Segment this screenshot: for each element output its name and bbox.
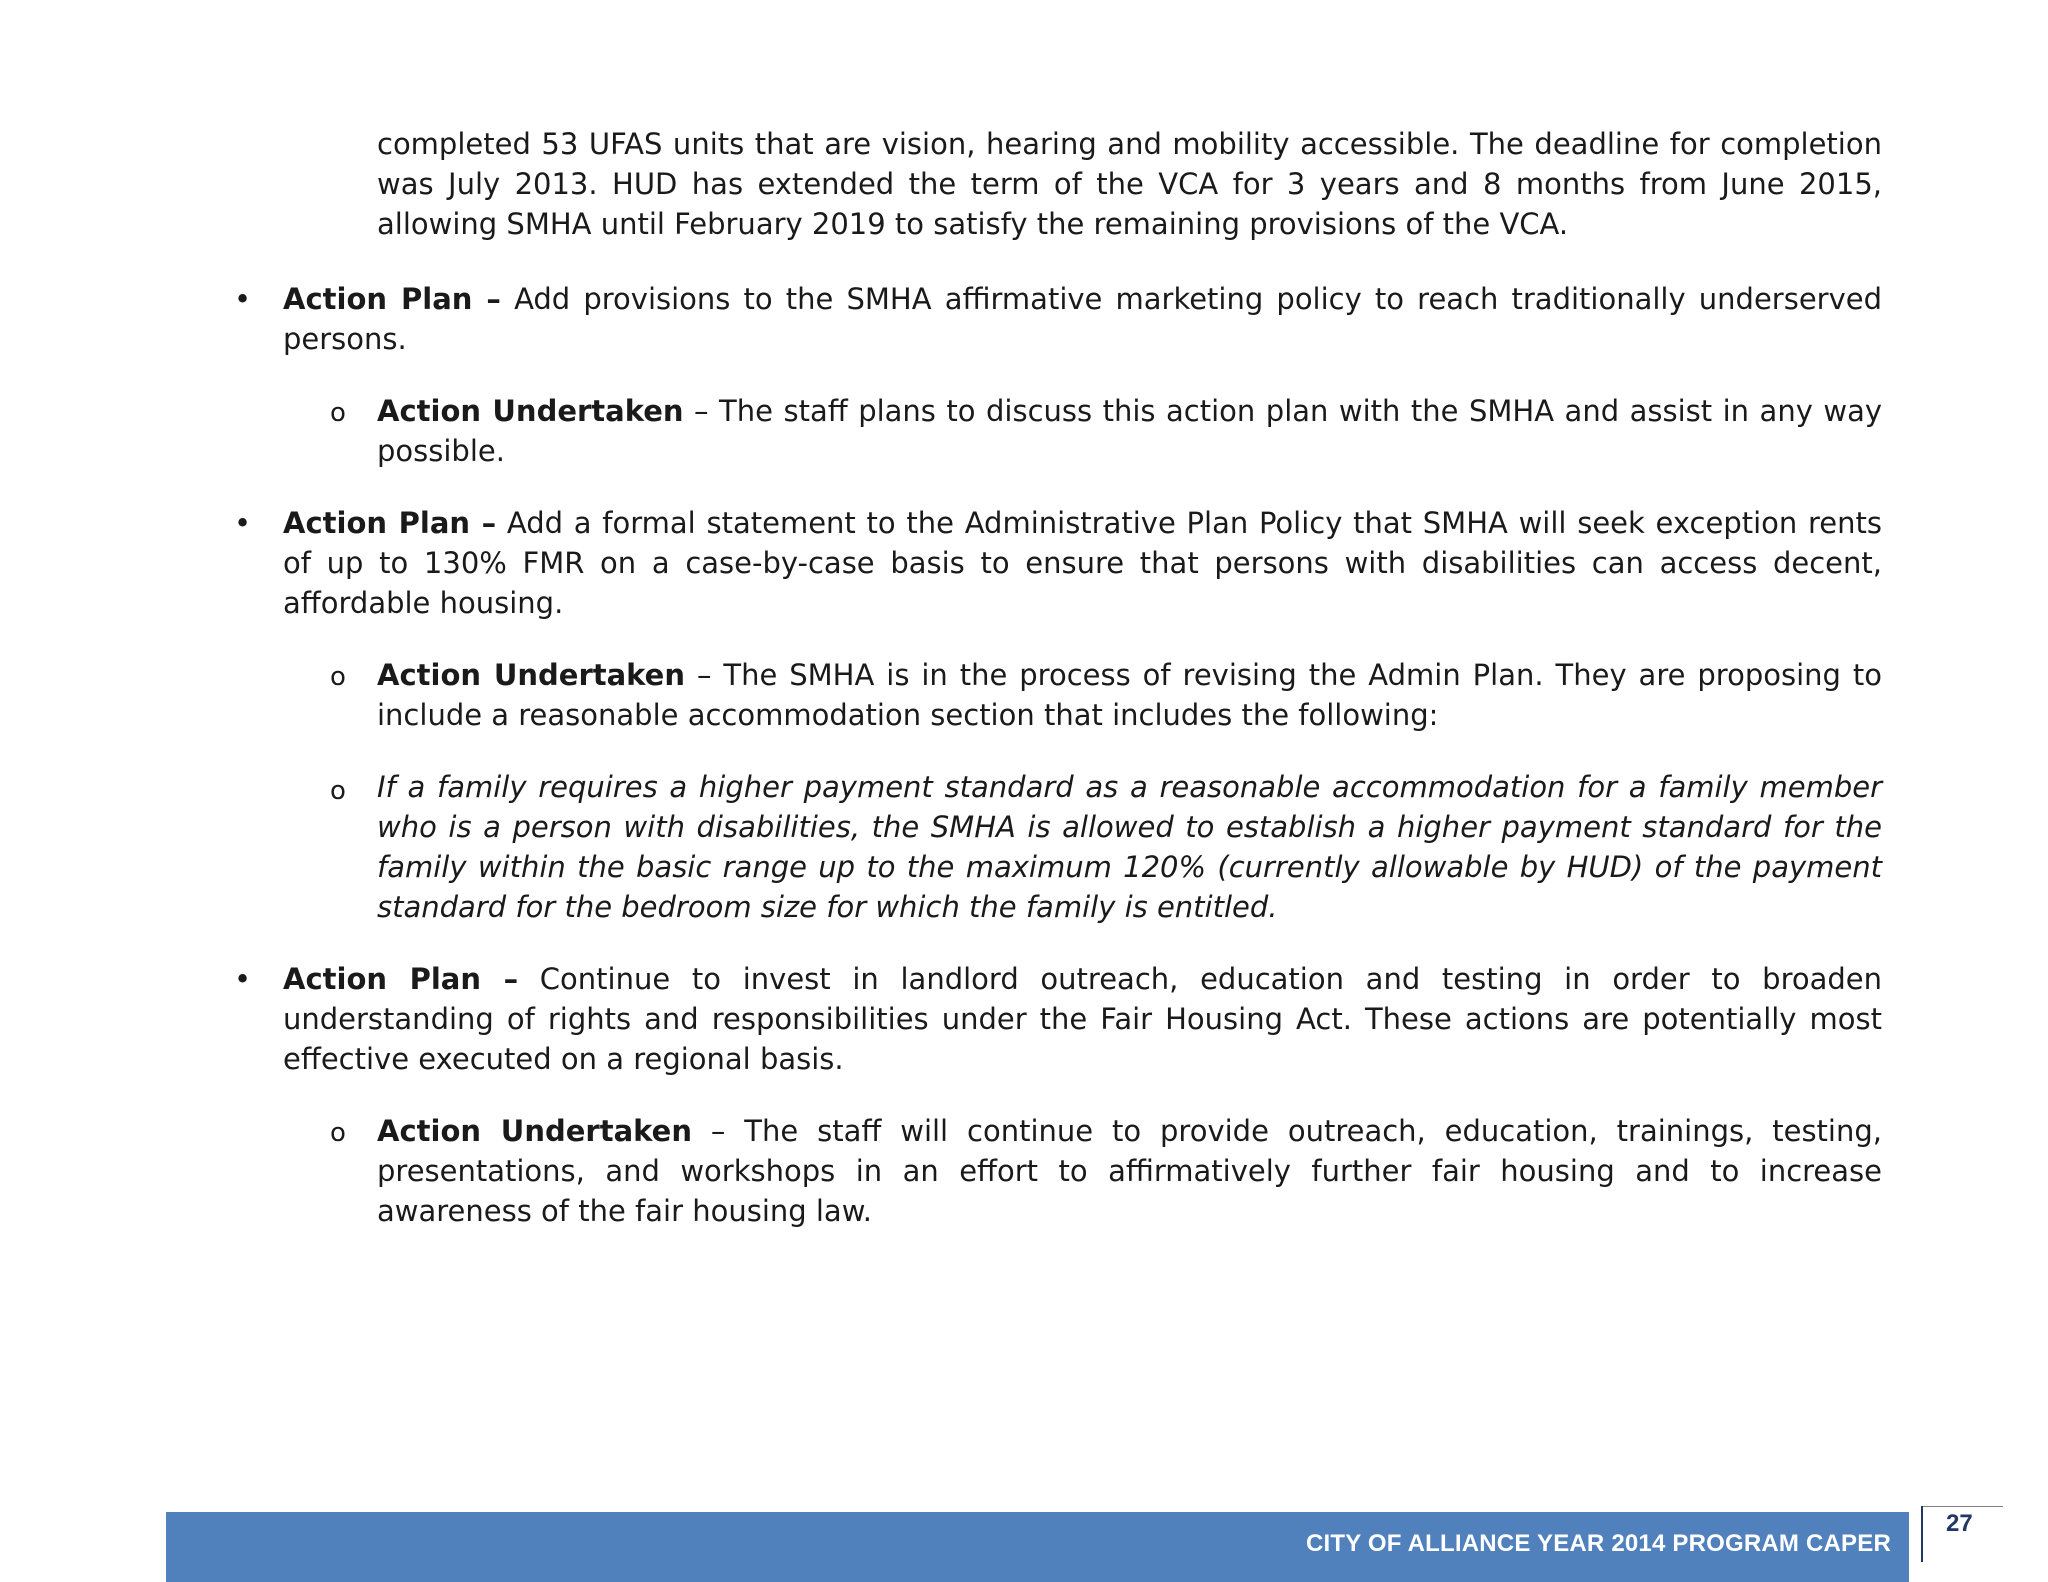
sub-bullet-marker: o xyxy=(330,398,346,428)
page-number-divider xyxy=(1921,1506,1923,1562)
action-plan-label: Action Plan – xyxy=(283,962,519,996)
action-undertaken-item xyxy=(377,1111,1882,1231)
footer-title: CITY OF ALLIANCE YEAR 2014 PROGRAM CAPER xyxy=(1306,1530,1891,1557)
bullet-marker: • xyxy=(234,962,252,996)
action-plan-label: Action Plan – xyxy=(283,506,497,540)
sub-bullet-marker: o xyxy=(330,1118,346,1148)
action-plan-item xyxy=(283,503,1882,623)
action-plan-text: Add a formal statement to the Administrative Plan Policy that SMHA will seek exception rents of up to 130% FMR on a case-by-case basis to ensure that persons with disabilities can access decent, affordable housing. xyxy=(283,506,1883,620)
action-plan-item xyxy=(283,959,1882,1079)
continuation-paragraph: completed 53 UFAS units that are vision, hearing and mobility accessible. The deadline for completion was July 2013. HUD has extended the term of the VCA for 3 years and 8 months from June 2015, allowing SMHA until February 2019 to satisfy the remaining provisions of the VCA. xyxy=(377,127,1882,241)
action-plan-item xyxy=(283,279,1882,359)
bullet-marker: • xyxy=(234,282,252,316)
action-undertaken-label: Action Undertaken xyxy=(377,658,685,692)
action-undertaken-label: Action Undertaken xyxy=(377,1114,692,1148)
action-undertaken-item xyxy=(377,655,1882,735)
bullet-marker: • xyxy=(234,506,252,540)
action-plan-label: Action Plan – xyxy=(283,282,501,316)
quoted-policy-text: If a family requires a higher payment standard as a reasonable accommodation for a family member who is a person with disabilities, the SMHA is allowed to establish a higher payment standard for the family within the basic range up to the maximum 120% (currently allowable by HUD) of the payment standard for the bedroom size for which the family is entitled. xyxy=(377,770,1882,924)
action-plan-text: Add provisions to the SMHA affirmative marketing policy to reach traditionally underserved persons. xyxy=(283,282,1882,356)
action-undertaken-text: – The SMHA is in the process of revising the Admin Plan. They are proposing to include a reasonable accommodation section that includes the following: xyxy=(377,658,1882,732)
page-number-top-rule xyxy=(1921,1506,2003,1507)
action-plan-text: Continue to invest in landlord outreach, education and testing in order to broaden understanding of rights and responsibilities under the Fair Housing Act. These actions are potentially most effective executed on a regional basis. xyxy=(283,962,1883,1076)
action-undertaken-item xyxy=(377,391,1882,471)
sub-bullet-marker: o xyxy=(330,776,346,806)
action-undertaken-label: Action Undertaken xyxy=(377,394,684,428)
page-number: 27 xyxy=(1946,1510,1973,1537)
action-undertaken-text: – The staff plans to discuss this action plan with the SMHA and assist in any way possible. xyxy=(377,394,1883,468)
footer-bar xyxy=(166,1512,1909,1582)
sub-bullet-marker: o xyxy=(330,662,346,692)
action-undertaken-text: – The staff will continue to provide outreach, education, trainings, testing, presentations, and workshops in an effort to affirmatively further fair housing and to increase awareness of the fair housing law. xyxy=(377,1114,1882,1228)
